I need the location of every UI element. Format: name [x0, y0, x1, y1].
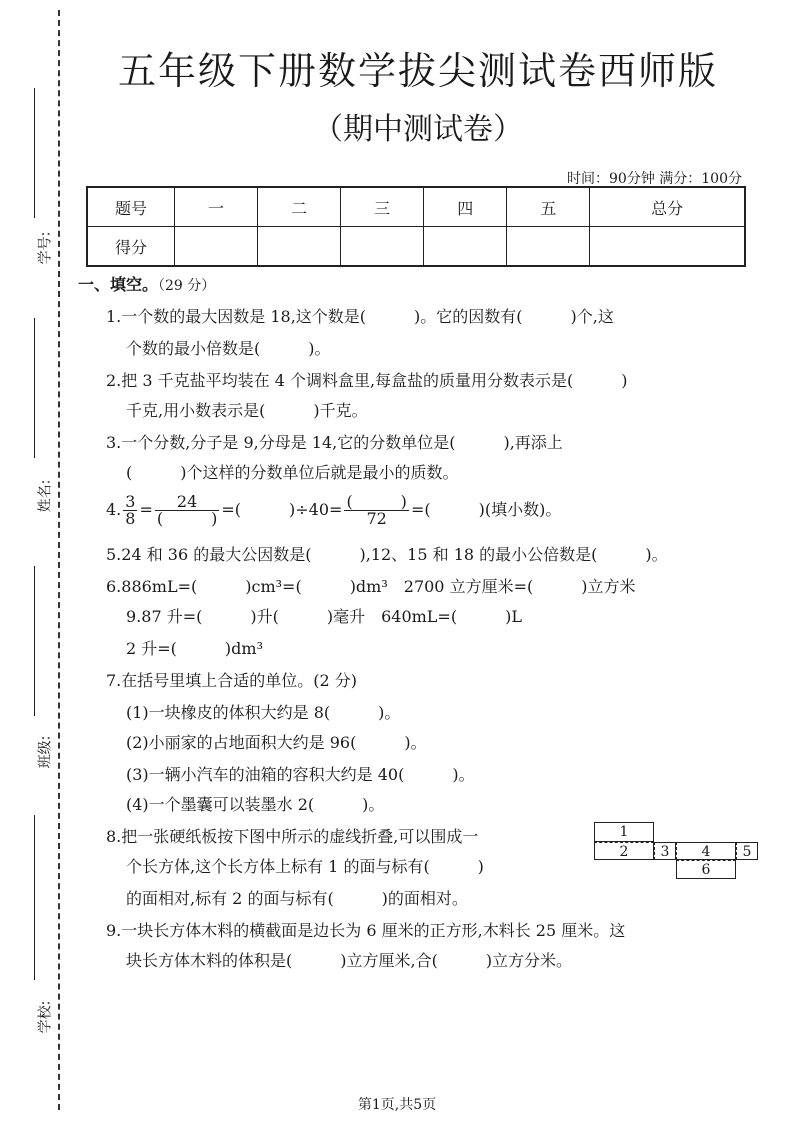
question-8-line-2: 个长方体,这个长方体上标有 1 的面与标有( ) [126, 857, 484, 876]
score-table-header-row [87, 187, 745, 227]
question-3-line-1: 3.一个分数,分子是 9,分母是 14,它的分数单位是( ),再添上 [106, 433, 563, 452]
q4-middle: =( )÷40= [221, 500, 343, 519]
page-title: 五年级下册数学拔尖测试卷西师版 [117, 49, 718, 93]
fraction [123, 494, 137, 527]
cell-label: 得分 [87, 227, 175, 267]
class-field [14, 566, 54, 769]
name-label: 姓名: [37, 479, 54, 513]
net-face-4: 4 [676, 842, 736, 860]
question-1-line-2: 个数的最小倍数是( )。 [126, 339, 331, 358]
student-no-label: 学号: [37, 231, 54, 265]
denominator: 8 [125, 509, 136, 528]
score-cell[interactable] [507, 227, 590, 267]
score-cell[interactable] [175, 227, 258, 267]
q4-prefix: 4. [106, 500, 122, 519]
question-8-line-1: 8.把一张硬纸板按下图中所示的虚线折叠,可以围成一 [106, 827, 479, 846]
score-table-score-row [87, 227, 745, 267]
question-3-line-2: ( )个这样的分数单位后就是最小的质数。 [126, 463, 459, 482]
class-underline [34, 566, 35, 716]
equals: = [139, 500, 153, 519]
cell: 总分 [590, 187, 745, 227]
score-cell[interactable] [341, 227, 424, 267]
question-4 [106, 494, 561, 527]
fraction [155, 494, 220, 527]
question-7: 7.在括号里填上合适的单位。(2 分) [106, 671, 358, 690]
question-9-line-2: 块长方体木料的体积是( )立方厘米,合( )立方分米。 [126, 951, 573, 970]
cell: 五 [507, 187, 590, 227]
cell: 二 [258, 187, 341, 227]
page-subtitle: （期中测试卷） [313, 112, 523, 147]
question-7-item-4: (4)一个墨囊可以装墨水 2( )。 [126, 795, 385, 814]
numerator: 3 [125, 492, 136, 511]
question-7-item-1: (1)一块橡皮的体积大约是 8( )。 [126, 703, 401, 722]
school-label: 学校: [37, 1000, 54, 1034]
question-9-line-1: 9.一块长方体木料的横截面是边长为 6 厘米的正方形,木料长 25 厘米。这 [106, 921, 626, 940]
class-label: 班级: [37, 735, 54, 769]
question-6-line-3: 2 升=( )dm³ [126, 639, 263, 658]
score-table [86, 186, 746, 267]
question-2-line-1: 2.把 3 千克盐平均装在 4 个调料盒里,每盒盐的质量用分数表示是( ) [106, 371, 628, 390]
net-face-6: 6 [676, 860, 736, 879]
section-points: （29 分） [158, 278, 216, 294]
question-7-item-3: (3)一辆小汽车的油箱的容积大约是 40( )。 [126, 765, 475, 784]
score-cell[interactable] [258, 227, 341, 267]
denominator: 72 [366, 509, 387, 528]
cell: 三 [341, 187, 424, 227]
exam-meta: 时间：90分钟 满分：100分 [567, 171, 742, 187]
net-face-1: 1 [594, 822, 654, 842]
denominator: ( ) [156, 509, 218, 528]
fraction [344, 494, 409, 527]
net-face-5: 5 [736, 842, 758, 860]
question-1-line-1: 1.一个数的最大因数是 18,这个数是( )。它的因数有( )个,这 [106, 307, 614, 326]
question-2-line-2: 千克,用小数表示是( )千克。 [126, 401, 368, 420]
school-field [14, 815, 54, 1035]
numerator: 24 [155, 494, 220, 511]
cell-label: 题号 [87, 187, 175, 227]
name-field [14, 318, 54, 518]
score-cell[interactable] [424, 227, 507, 267]
cuboid-net-diagram [594, 822, 766, 882]
question-7-item-2: (2)小丽家的占地面积大约是 96( )。 [126, 733, 427, 752]
score-cell[interactable] [590, 227, 745, 267]
section-title: 一、填空。 [78, 275, 159, 294]
school-underline [34, 815, 35, 980]
numerator: ( ) [346, 492, 407, 511]
name-underline [34, 318, 35, 458]
page-number-footer: 第1页,共5页 [357, 1097, 437, 1113]
cell: 一 [175, 187, 258, 227]
question-6-line-2: 9.87 升=( )升( )毫升 640mL=( )L [126, 607, 522, 626]
question-6-line-1: 6.886mL=( )cm³=( )dm³ 2700 立方厘米=( )立方米 [106, 577, 636, 596]
question-5: 5.24 和 36 的最大公因数是( ),12、15 和 18 的最小公倍数是( )。 [106, 545, 668, 564]
net-face-2: 2 [594, 842, 654, 860]
question-8-line-3: 的面相对,标有 2 的面与标有( )的面相对。 [126, 889, 468, 908]
section-heading [78, 272, 215, 295]
q4-end: =( )(填小数)。 [410, 500, 562, 519]
cell: 四 [424, 187, 507, 227]
binding-dashed-line [58, 10, 60, 1110]
net-face-3: 3 [654, 842, 676, 860]
